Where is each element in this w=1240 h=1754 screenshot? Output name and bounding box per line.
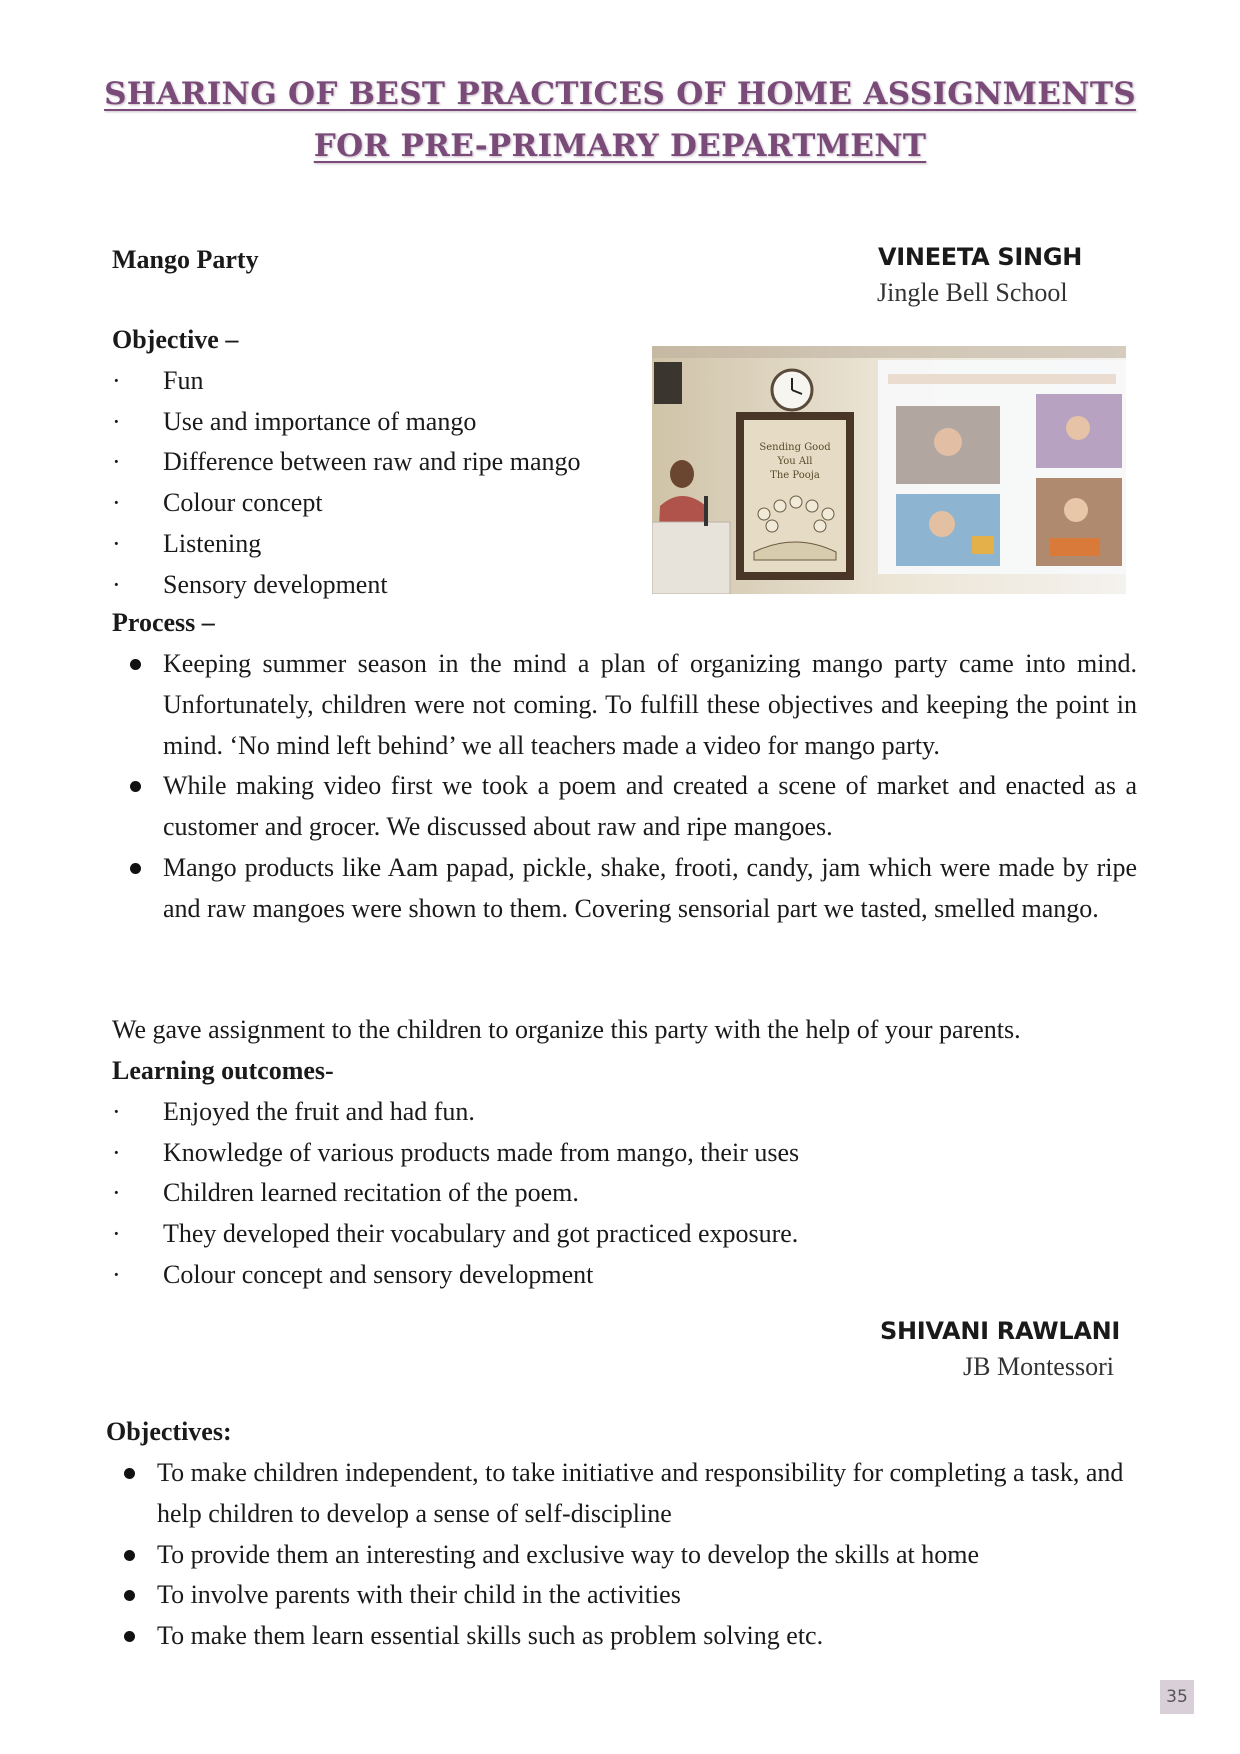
list-item: · Difference between raw and ripe mango	[112, 442, 652, 483]
list-item: Mango products like Aam papad, pickle, shake, frooti, candy, jam which were made by ripe and raw mangoes were shown to them. Covering sensorial part we tasted, smelled mango.	[112, 848, 1137, 930]
page-title	[0, 68, 1240, 172]
list-item: To make children independent, to take initiative and responsibility for completing a task, and help children to develop a sense of self-discipline	[106, 1453, 1126, 1535]
outcomes-block	[112, 1051, 1012, 1296]
title-line-2: FOR PRE-PRIMARY DEPARTMENT	[313, 128, 927, 164]
list-item: · Colour concept	[112, 483, 652, 524]
objectives-list	[112, 361, 652, 606]
outcomes-heading: Learning outcomes-	[112, 1056, 334, 1085]
list-item: Keeping summer season in the mind a plan of organizing mango party came into mind. Unfortunately, children were not coming. To fulfill these objectives and keeping the point in mind. ‘No mind left behind’ we all teachers made a video for mango party.	[112, 644, 1137, 766]
author-name: VINEETA SINGH	[878, 243, 1083, 271]
list-item: · Fun	[112, 361, 652, 402]
list-item: · Children learned recitation of the poem.	[112, 1173, 1012, 1214]
list-item: To provide them an interesting and exclusive way to develop the skills at home	[106, 1535, 1126, 1576]
page-number: 35	[1160, 1680, 1194, 1714]
assignment-note: We gave assignment to the children to organize this party with the help of your parents.	[112, 1015, 1021, 1044]
list-item: To make them learn essential skills such as problem solving etc.	[106, 1616, 1126, 1657]
list-item: · Colour concept and sensory development	[112, 1255, 1012, 1296]
poster-line-3: The Pooja	[770, 470, 820, 481]
objectives-heading-2: Objectives:	[106, 1417, 232, 1446]
speaker-shape	[654, 362, 682, 404]
objectives-list-2	[106, 1453, 1126, 1657]
process-list	[112, 644, 1137, 930]
outcomes-list	[112, 1092, 1012, 1296]
list-item: · Use and importance of mango	[112, 402, 652, 443]
list-item: · Sensory development	[112, 565, 652, 606]
poster-line-2: You All	[777, 456, 813, 467]
process-heading: Process –	[112, 608, 215, 637]
list-item: · Knowledge of various products made from mango, their uses	[112, 1133, 1012, 1174]
list-item: · Enjoyed the fruit and had fun.	[112, 1092, 1012, 1133]
poster-line-1: Sending Good	[759, 442, 831, 453]
photo-illustration	[652, 346, 1126, 594]
section-heading: Mango Party	[112, 245, 259, 274]
presenter-figure	[670, 460, 694, 488]
objective-heading: Objective –	[112, 325, 239, 354]
school-name-2: JB Montessori	[963, 1352, 1114, 1381]
objectives-block	[112, 320, 652, 606]
list-item: · Listening	[112, 524, 652, 565]
list-item: While making video first we took a poem and created a scene of market and enacted as a customer and grocer. We discussed about raw and ripe mangoes.	[112, 766, 1137, 848]
title-line-1: SHARING OF BEST PRACTICES OF HOME ASSIGNMENTS	[104, 76, 1136, 112]
lectern	[652, 522, 730, 594]
author-name-2: SHIVANI RAWLANI	[880, 1317, 1121, 1345]
list-item: To involve parents with their child in the activities	[106, 1575, 1126, 1616]
list-item: · They developed their vocabulary and got practiced exposure.	[112, 1214, 1012, 1255]
school-name: Jingle Bell School	[877, 278, 1068, 307]
presentation-photo	[652, 346, 1126, 594]
